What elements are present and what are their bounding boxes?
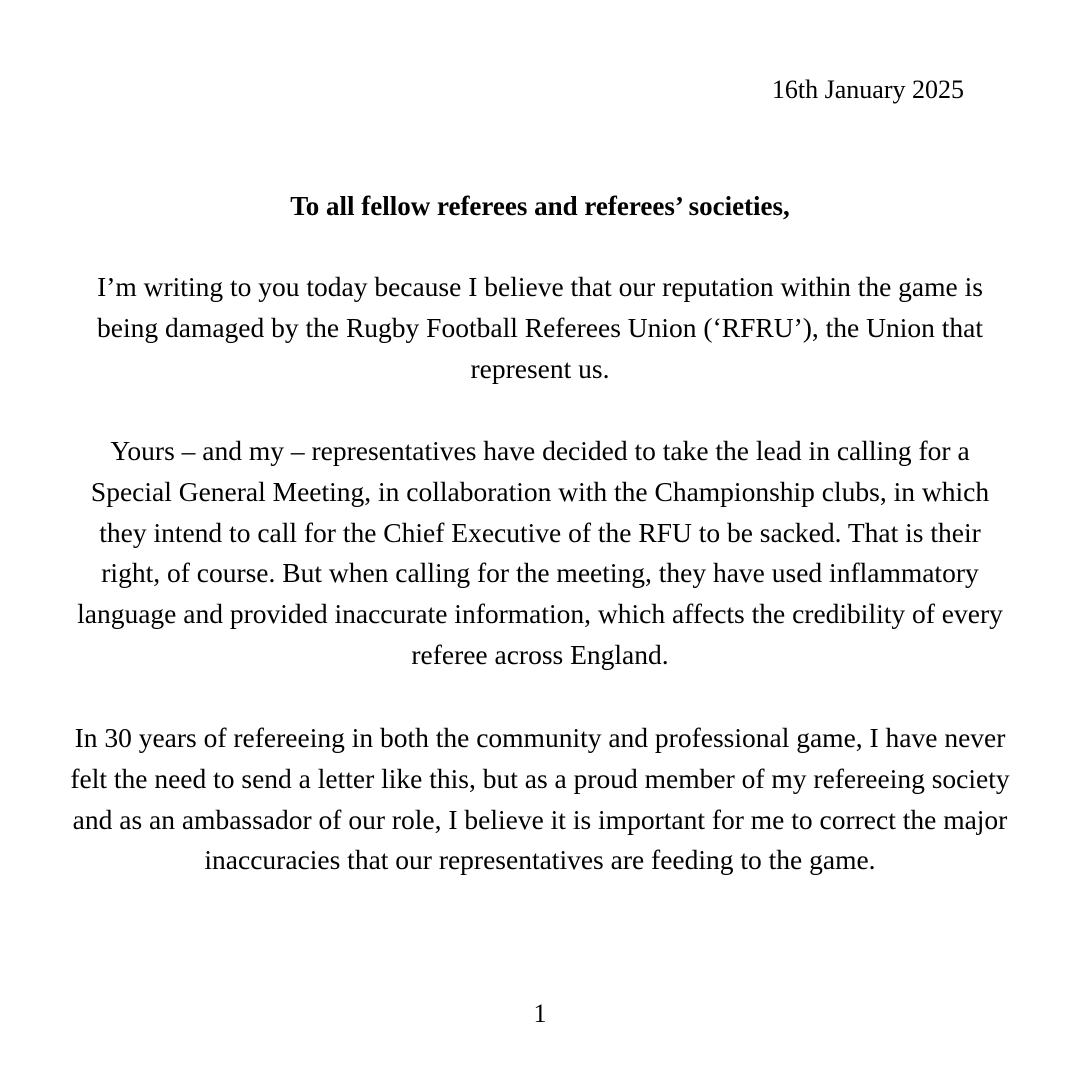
- body-paragraph-2: Yours – and my – representatives have decided to take the lead in calling for a Special General Meeting, in collaboration with the Championship clubs, in which they intend to call for the Chief Executive of the RFU to be sacked. That is their right, of course. But when calling for the meeting, they have used inflammatory language and provided inaccurate information, which affects the credibility of every referee across England.: [77, 435, 1003, 670]
- page-number: 1: [533, 999, 547, 1028]
- salutation: To all fellow referees and referees’ societies,: [290, 191, 790, 221]
- body-paragraph-1: I’m writing to you today because I believe that our reputation within the game is being damaged by the Rugby Football Referees Union (‘RFRU’), the Union that represent us.: [97, 271, 983, 384]
- letter-date: 16th January 2025: [771, 75, 964, 104]
- body-paragraph-3: In 30 years of refereeing in both the community and professional game, I have never felt the need to send a letter like this, but as a proud member of my refereeing society and as an ambassador of our role, I believe it is important for me to correct the major inaccuracies that our representatives are feeding to the game.: [70, 722, 1010, 876]
